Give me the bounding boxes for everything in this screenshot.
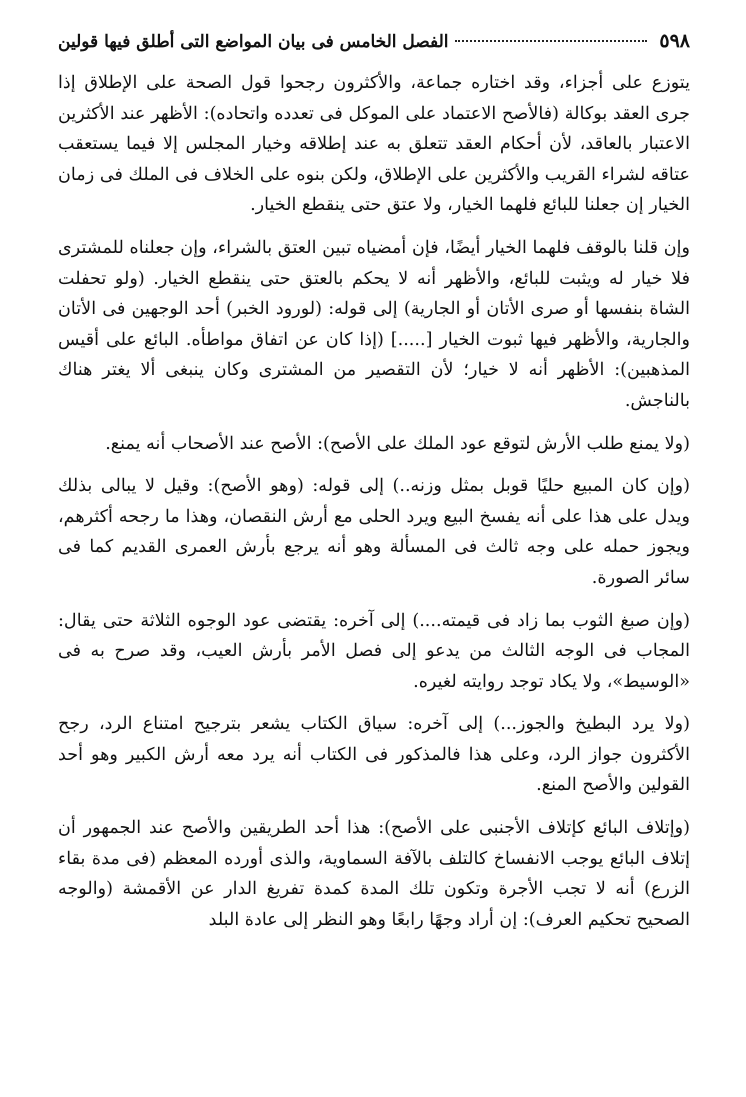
page-header	[58, 30, 690, 64]
document-page	[58, 30, 690, 1080]
paragraph-6: (ولا يرد البطيخ والجوز...) إلى آخره: سياق الكتاب يشعر بترجيح امتناع الرد، رجح الأكثرون جواز الرد، وعلى هذا فالمذكور فى الكتاب أنه يرد معه أرش الكبير وهو أحد القولين والأصح المنع.	[58, 714, 690, 796]
paragraph-5: (وإن صبغ الثوب بما زاد فى قيمته....) إلى آخره: يقتضى عود الوجوه الثلاثة حتى يقال: المجاب فى الوجه الثالث من يدعو إلى فصل الأمر بأرش العيب، وقد صرح به فى «الوسيط»، ولا يكاد توجد روايته لغيره.	[58, 610, 690, 692]
paragraph-2: وإن قلنا بالوقف فلهما الخيار أيضًا، فإن أمضياه تبين العتق بالشراء، وإن جعلناه للمشترى فلا خيار له ويثبت للبائع، والأظهر أنه لا يحكم بالعتق حتى ينقطع الخيار. (ولو تحفلت الشاة بنفسها أو صرى الأتان أو الجارية) إلى قوله: (لورود الخبر) أحد الوجهين فى الأتان والجارية، والأظهر فيها ثبوت الخيار [.....] (إذا كان عن اتفاق مواطأه. البائع على أقيس المذهبين): الأظهر أنه لا خيار؛ لأن التقصير من المشترى وكان ينبغى ألا يغتر هناك بالناجش.	[58, 237, 690, 411]
page-number: ٥٩٨	[659, 30, 690, 52]
paragraph-7: (وإتلاف البائع كإتلاف الأجنبى على الأصح): هذا أحد الطريقين والأصح عند الجمهور أن إتلاف البائع يوجب الانفساخ كالتلف بالآفة السماوية، والذى أورده المعظم (فى مدة بقاء الزرع) أنه لا تجب الأجرة وتكون تلك المدة كمدة تفريغ الدار عن الأقمشة (والوجه الصحيح تحكيم العرف): إن أراد وجهًا رابعًا وهو النظر إلى عادة البلد	[58, 818, 690, 930]
paragraph-4: (وإن كان المبيع حليًا قوبل بمثل وزنه..) إلى قوله: (وهو الأصح): وقيل لا يبالى بذلك ويدل على هذا على أنه يفسخ البيع ويرد الحلى مع أرش النقصان، وهذا ما رجحه أكثرهم، ويجوز حمله على وجه ثالث فى المسألة وهو أنه يرجع بأرش العمرى القديم كما فى سائر الصورة.	[58, 476, 690, 588]
paragraph-3: (ولا يمنع طلب الأرش لتوقع عود الملك على الأصح): الأصح عند الأصحاب أنه يمنع.	[105, 433, 690, 454]
chapter-title: الفصل الخامس فى بيان المواضع التى أطلق فيها قولين	[58, 32, 449, 52]
header-dotted-leader	[455, 40, 648, 42]
paragraph-1: يتوزع على أجزاء، وقد اختاره جماعة، والأكثرون رجحوا قول الصحة على الإطلاق إذا جرى العقد بوكالة (فالأصح الاعتماد على الموكل فى تعدده واتحاده): الأظهر عند الأكثرين الاعتبار بالعاقد، لأن أحكام العقد تتعلق به عند إطلاقه وخيار المجلس إلا فيما يستعقب عتاقه لشراء القريب والأكثرين على الإطلاق، ولكن بنوه على الخلاف فى الملك فى زمان الخيار إن جعلنا للبائع فلهما الخيار، ولا عتق حتى ينقطع الخيار.	[58, 73, 690, 216]
page-body	[58, 68, 690, 935]
